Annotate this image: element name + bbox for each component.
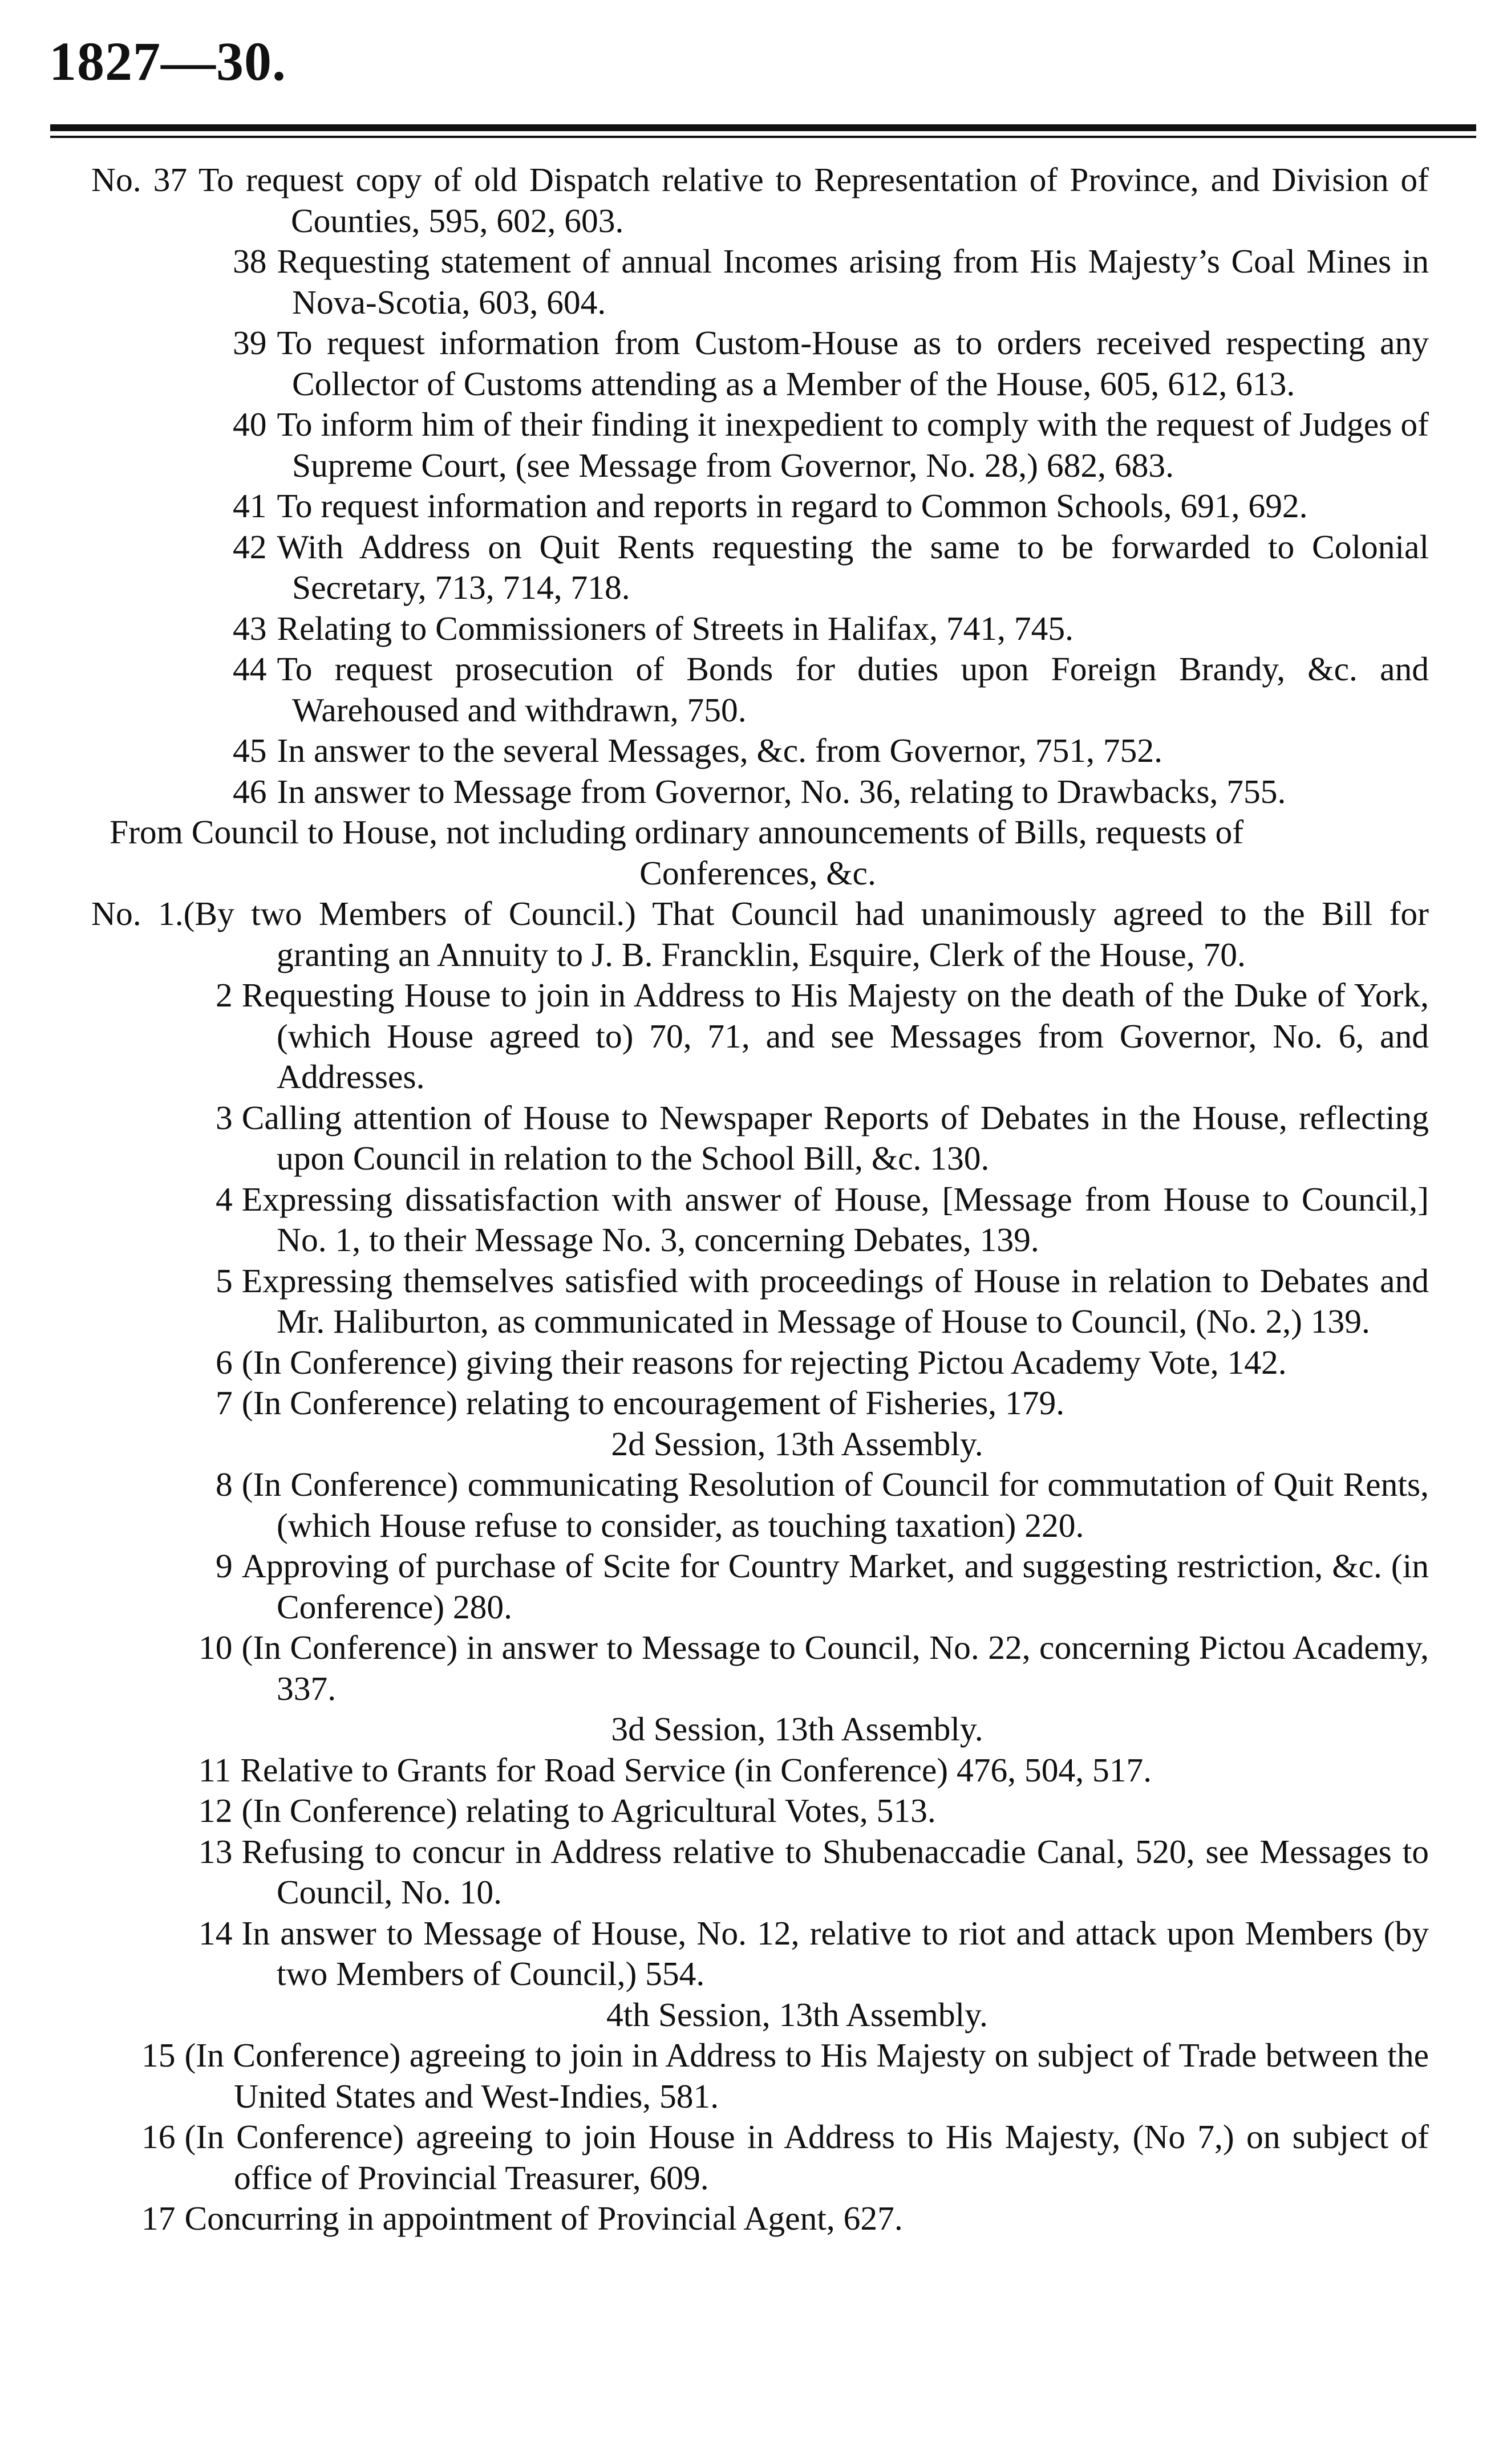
governor-message-list	[91, 160, 1429, 812]
list-item	[91, 486, 1429, 527]
council-message-list	[91, 894, 1429, 2239]
entry-number: 2	[216, 976, 233, 1014]
entry-text: Relative to Grants for Road Service (in Conference) 476, 504, 517.	[240, 1751, 1152, 1789]
entry-text: (In Conference) agreeing to join in Address to His Majesty on subject of Trade between the United States and West-Indies, 581.	[184, 2036, 1429, 2115]
entry-text: To request information and reports in regard to Common Schools, 691, 692.	[277, 487, 1308, 525]
entry-number: 1.	[157, 895, 184, 932]
session-heading: 4th Session, 13th Assembly.	[606, 1995, 988, 2033]
list-item	[91, 1464, 1429, 1546]
header-rule-thin	[50, 136, 1476, 138]
section-heading-line-1: From Council to House, not including ordinary announcements of Bills, requests of	[110, 813, 1244, 851]
entry-text: (In Conference) relating to encouragement of Fisheries, 179.	[241, 1384, 1065, 1422]
entry-text: To request copy of old Dispatch relative to Representation of Province, and Division of Counties, 595, 602, 603.	[198, 161, 1429, 240]
list-item	[91, 2035, 1429, 2117]
entry-text: (In Conference) giving their reasons for rejecting Pictou Academy Vote, 142.	[241, 1343, 1287, 1381]
entry-number: 40	[233, 405, 267, 443]
entry-text: Requesting House to join in Address to His Majesty on the death of the Duke of York, (which House agreed to) 70, 71, and see Messages from Governor, No. 6, and Addresses.	[241, 976, 1429, 1095]
entry-number: 5	[216, 1261, 233, 1300]
entry-text: To request prosecution of Bonds for duties upon Foreign Brandy, &c. and Warehoused and withdrawn, 750.	[277, 650, 1429, 729]
entry-text: In answer to Message from Governor, No. 36, relating to Drawbacks, 755.	[277, 772, 1286, 810]
entry-text: Approving of purchase of Scite for Country Market, and suggesting restriction, &c. (in Conference) 280.	[241, 1547, 1429, 1626]
entry-text: To inform him of their finding it inexpedient to comply with the request of Judges of Supreme Court, (see Message from Governor, No. 28,) 682, 683.	[277, 405, 1429, 484]
entry-number: 8	[216, 1466, 233, 1503]
entry-number: 37	[153, 161, 188, 198]
entry-text: Expressing themselves satisfied with proceedings of House in relation to Debates and Mr. Haliburton, as communicated in Message of House to Council, (No. 2,) 139.	[241, 1261, 1429, 1340]
list-item	[91, 1750, 1429, 1791]
entry-number: 45	[233, 732, 267, 769]
list-item	[91, 975, 1429, 1098]
list-item	[91, 608, 1429, 650]
session-heading: 2d Session, 13th Assembly.	[611, 1424, 983, 1463]
entry-text: (In Conference) in answer to Message to Council, No. 22, concerning Pictou Academy, 337.	[241, 1629, 1429, 1707]
index-body	[91, 160, 1429, 2239]
list-item	[91, 1383, 1429, 1424]
entry-number: 16	[141, 2118, 176, 2156]
list-item	[91, 1913, 1429, 1995]
entry-text: Refusing to concur in Address relative to Shubenaccadie Canal, 520, see Messages to Council, No. 10.	[241, 1832, 1429, 1911]
entry-text: Requesting statement of annual Incomes arising from His Majesty’s Coal Mines in Nova-Scotia, 603, 604.	[277, 242, 1429, 321]
entry-text: Concurring in appointment of Provincial Agent, 627.	[184, 2199, 903, 2237]
entry-number: 38	[233, 242, 267, 280]
list-item	[91, 1627, 1429, 1709]
entry-number: 11	[199, 1751, 232, 1789]
entry-number: 3	[216, 1098, 233, 1136]
entry-text: Expressing dissatisfaction with answer of House, [Message from House to Council,] No. 1, to their Message No. 3, concerning Debates, 139.	[241, 1180, 1429, 1259]
entry-number: 42	[233, 527, 267, 566]
list-item	[91, 649, 1429, 730]
list-item	[91, 1342, 1429, 1383]
session-heading: 3d Session, 13th Assembly.	[611, 1710, 983, 1748]
list-item	[91, 772, 1429, 813]
entry-number: 14	[199, 1914, 233, 1952]
entry-number: 46	[233, 772, 267, 810]
list-item	[91, 1261, 1429, 1342]
entry-number: 13	[199, 1832, 233, 1870]
list-item	[91, 2117, 1429, 2198]
list-item	[91, 2198, 1429, 2239]
header-rule-thick	[50, 124, 1476, 131]
entry-text: (By two Members of Council.) That Council had unanimously agreed to the Bill for granting an Annuity to J. B. Francklin, Esquire, Clerk of the House, 70.	[183, 895, 1429, 973]
entry-number: 4	[216, 1180, 233, 1218]
entry-number: 44	[233, 650, 267, 688]
entry-number: 39	[233, 324, 267, 362]
entry-text: In answer to Message of House, No. 12, relative to riot and attack upon Members (by two Members of Council,) 554.	[241, 1914, 1429, 1992]
entry-text: In answer to the several Messages, &c. from Governor, 751, 752.	[277, 732, 1162, 769]
list-item	[91, 160, 1429, 241]
list-item	[91, 1791, 1429, 1832]
list-item	[91, 730, 1429, 772]
entry-text: (In Conference) communicating Resolution of Council for commutation of Quit Rents, (which House refuse to consider, as touching taxation) 220.	[241, 1466, 1429, 1544]
list-item	[91, 1546, 1429, 1627]
entry-number: 15	[141, 2036, 176, 2074]
list-item	[91, 1098, 1429, 1179]
list-item	[91, 1832, 1429, 1913]
list-item	[91, 894, 1429, 975]
entry-text: Relating to Commissioners of Streets in Halifax, 741, 745.	[277, 609, 1074, 647]
entry-number: 41	[233, 487, 267, 525]
entry-number: 43	[233, 609, 267, 647]
entry-text: (In Conference) agreeing to join House in Address to His Majesty, (No 7,) on subject of office of Provincial Treasurer, 609.	[184, 2118, 1429, 2197]
entry-text: Calling attention of House to Newspaper Reports of Debates in the House, reflecting upon Council in relation to the School Bill, &c. 130.	[241, 1098, 1429, 1177]
entry-number: 6	[216, 1343, 233, 1381]
list-item	[91, 323, 1429, 404]
entry-number: 7	[216, 1384, 233, 1422]
entry-number: 12	[199, 1792, 233, 1829]
list-item	[91, 241, 1429, 323]
entry-number: 10	[199, 1629, 233, 1666]
entry-prefix: No.	[91, 161, 141, 198]
entry-text: With Address on Quit Rents requesting the same to be forwarded to Colonial Secretary, 713, 714, 718.	[277, 527, 1429, 606]
entry-number: 17	[141, 2199, 176, 2237]
list-item	[91, 1179, 1429, 1261]
entry-number: 9	[216, 1547, 233, 1585]
section-heading	[91, 812, 1429, 894]
entry-text: (In Conference) relating to Agricultural Votes, 513.	[241, 1792, 936, 1829]
list-item	[91, 527, 1429, 608]
entry-prefix: No.	[91, 895, 141, 932]
list-item	[91, 404, 1429, 486]
entry-text: To request information from Custom-House as to orders received respecting any Collector of Customs attending as a Member of the House, 605, 612, 613.	[277, 324, 1429, 403]
running-head: 1827—30.	[49, 31, 286, 92]
section-heading-line-2: Conferences, &c.	[639, 854, 876, 892]
